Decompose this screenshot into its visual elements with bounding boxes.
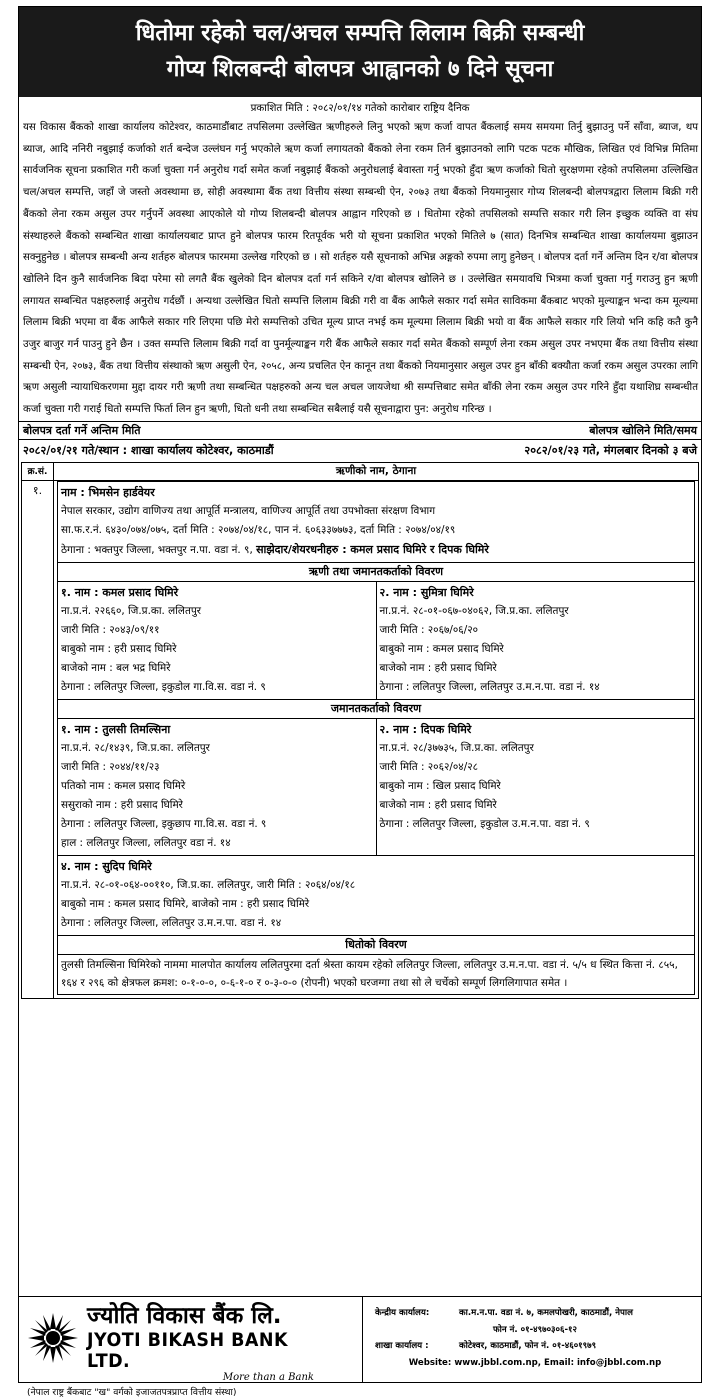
branch-office-address: कोटेश्वर, काठमाडौं, फोन नं. ०१-४६०१९७९ xyxy=(459,1341,597,1351)
table-row xyxy=(22,481,698,998)
person-name: १. नाम : तुलसी तिमल्सिना xyxy=(61,722,171,736)
collateral-heading: धितोको विवरण xyxy=(57,936,695,955)
borrower-box xyxy=(57,481,695,563)
bank-names xyxy=(87,1303,354,1372)
person-citizenship: ना.प्र.नं. २२६६०, जि.प्र.का. ललितपुर xyxy=(61,604,202,617)
branch-office-label: शाखा कार्यालय : xyxy=(375,1341,429,1351)
license-note: (नेपाल राष्ट्र बैंकबाट "ख" वर्गको इजाजतपत्रप्राप्त वित्तीय संस्था) xyxy=(27,1387,237,1398)
borrower-header: ऋणीको नाम, ठेगाना xyxy=(335,465,417,478)
person-father: बाबुको नाम : कमल प्रसाद घिमिरे xyxy=(379,642,504,655)
borrower-partners: साझेदार/शेयरधनीहरु : कमल प्रसाद घिमिरे र दिपक घिमिरे xyxy=(256,542,489,556)
notice-title-line-2: गोप्य शिलबन्दी बोलपत्र आह्वानको ७ दिने सूचना xyxy=(166,56,554,82)
person-citizenship: ना.प्र.नं. २८/१४३९, जि.प्र.का. ललितपुर xyxy=(61,741,210,754)
bid-registration-label: बोलपत्र दर्ता गर्ने अन्तिम मिति xyxy=(23,423,141,437)
person-address: ठेगाना : ललितपुर जिल्ला, इकुडोल उ.म.न.पा. वडा नं. ९ xyxy=(379,817,590,830)
auction-notice xyxy=(18,6,702,1398)
person-grandfather: बाजेको नाम : हरी प्रसाद घिमिरे xyxy=(379,661,497,674)
bid-dates-values xyxy=(19,440,701,462)
person-name: १. नाम : कमल प्रसाद घिमिरे xyxy=(61,585,179,599)
sn-header: क्र.सं. xyxy=(22,463,54,480)
details-table xyxy=(21,462,699,999)
person-name: ४. नाम : सुदिप घिमिरे xyxy=(61,859,152,873)
person-box xyxy=(57,856,695,936)
row-details xyxy=(54,481,698,998)
person-current-address: हाल : ललितपुर जिल्ला, ललितपुर वडा नं. १४ xyxy=(61,836,231,849)
borrower-guarantor-heading: ऋणी तथा जमानतकर्ताको विवरण xyxy=(57,563,695,581)
guarantor-heading: जमानतकर्ताको विवरण xyxy=(57,700,695,718)
collateral-description: तुलसी तिमल्सिना घिमिरेको नाममा मालपोत कार्यालय ललितपुरमा दर्ता श्रेस्ता कायम रहेको ललितपुर जिल्ला, ललितपुर उ.म.न.पा. वडा नं. ५/५ ध स्थित कित्ता नं. ८५५, १६४ र २९६ को क्षेत्रफल क्रमश: ०-१-०-०, ०-६-१-० र ०-३-०-० (रोपनी) भएको घरजग्गा तथा सो ले चर्चेको सम्पूर्ण लिगलिगापात समेत । xyxy=(57,955,695,995)
bank-logo-icon xyxy=(27,1312,79,1364)
bank-tagline: More than a Bank xyxy=(222,1372,314,1383)
head-office-phone: फोन नं. ०१-४९७०३०६-१२ xyxy=(493,1324,577,1335)
borrower-name: नाम : भिमसेन हार्डवेयर xyxy=(61,485,155,499)
table-header xyxy=(22,463,698,481)
borrower-guarantor-boxes xyxy=(57,581,695,700)
head-office-label: केन्द्रीय कार्यालय: xyxy=(375,1308,430,1318)
website-email: Website: www.jbbl.com.np, Email: info@jbbl.com.np xyxy=(408,1357,662,1368)
person-box xyxy=(377,581,696,700)
borrower-address-text: ठेगाना : भक्तपुर जिल्ला, भक्तपुर न.पा. वडा नं. ९, xyxy=(61,543,257,556)
person-father-in-law: ससुराको नाम : हरी प्रसाद घिमिरे xyxy=(61,798,183,811)
bank-name-nepali: ज्योति विकास बैंक लि. xyxy=(87,1303,282,1329)
head-office-line xyxy=(375,1305,695,1322)
serial-number: १. xyxy=(22,481,54,998)
bank-name-english: JYOTI BIKASH BANK LTD. xyxy=(87,1329,288,1372)
person-citizenship: ना.प्र.नं. २८/३७७३५, जि.प्र.का. ललितपुर xyxy=(379,741,534,754)
bank-contacts xyxy=(363,1297,701,1382)
bid-opening-value: २०८२/०१/२३ गते, मंगलबार दिनको ३ बजे xyxy=(524,443,697,457)
person-grandfather: बाजेको नाम : बल भद्र घिमिरे xyxy=(61,661,171,674)
person-issue-date: जारी मिति : २०६७/०६/२० xyxy=(379,623,478,636)
person-husband: पतिको नाम : कमल प्रसाद घिमिरे xyxy=(61,779,186,792)
person-address: ठेगाना : ललितपुर जिल्ला, ललितपुर उ.म.न.पा. वडा नं. १४ xyxy=(379,680,600,693)
bank-branding xyxy=(19,1297,363,1398)
person-issue-date: जारी मिति : २०६२/०४/२८ xyxy=(379,760,478,773)
person-parents: बाबुको नाम : कमल प्रसाद घिमिरे, बाजेको नाम : हरी प्रसाद घिमिरे xyxy=(61,897,310,910)
bank-footer xyxy=(19,1296,701,1398)
person-citizenship: ना.प्र.नं. २८-०१-०६७-०४०६२, जि.प्र.का. ललितपुर xyxy=(379,604,569,617)
person-box xyxy=(57,581,377,700)
borrower-address xyxy=(61,540,691,560)
person-box xyxy=(57,718,377,856)
bid-dates-labels xyxy=(19,421,701,440)
bid-registration-value: २०८२/०१/२१ गते/स्थान : शाखा कार्यालय कोटेश्वर, काठमाडौं xyxy=(23,443,274,457)
head-office-address: का.म.न.पा. वडा नं. ७, कमलपोखरी, काठमाडौं, नेपाल xyxy=(459,1308,633,1318)
person-name: २. नाम : सुमित्रा घिमिरे xyxy=(379,585,474,599)
person-issue-date: जारी मिति : २०४३/०९/११ xyxy=(61,623,160,636)
person-issue-date: जारी मिति : २०४४/११/२३ xyxy=(61,760,160,773)
branch-office-line xyxy=(375,1338,695,1355)
person-citizenship: ना.प्र.नं. २८-०१-०६४-००११०, जि.प्र.का. ललितपुर, जारी मिति : २०६४/०४/१८ xyxy=(61,878,356,891)
guarantor-boxes xyxy=(57,718,695,856)
person-father: बाबुको नाम : हरी प्रसाद घिमिरे xyxy=(61,642,177,655)
person-grandfather: बाजेको नाम : हरी प्रसाद घिमिरे xyxy=(379,798,497,811)
bid-opening-label: बोलपत्र खोलिने मिति/समय xyxy=(589,423,697,437)
notice-title-banner xyxy=(19,7,701,97)
borrower-registration-numbers: सा.फ.र.नं. ६४३०/०७४/०७५, दर्ता मिति : २०७४/०४/१८, पान नं. ६०६३३७७७३, दर्ता मिति : २०७४/०४/१९ xyxy=(61,523,456,536)
person-address: ठेगाना : ललितपुर जिल्ला, इकुडोल गा.वि.स. वडा नं. ९ xyxy=(61,680,266,693)
published-date: प्रकाशित मिति : २०८२/०१/१४ गतेको कारोबार राष्ट्रिय दैनिक xyxy=(250,103,470,114)
logo-row xyxy=(27,1303,354,1372)
person-address: ठेगाना : ललितपुर जिल्ला, इकुछाप गा.वि.स. वडा नं. ९ xyxy=(61,817,267,830)
person-address: ठेगाना : ललितपुर जिल्ला, ललितपुर उ.म.न.पा. वडा नं. १४ xyxy=(61,916,282,929)
notice-title-line-1: धितोमा रहेको चल/अचल सम्पत्ति लिलाम बिक्री सम्बन्धी xyxy=(135,20,585,46)
person-box xyxy=(377,718,696,856)
person-father: बाबुको नाम : खिल प्रसाद घिमिरे xyxy=(379,779,501,792)
borrower-registration-authority: नेपाल सरकार, उद्योग वाणिज्य तथा आपूर्ति मन्त्रालय, वाणिज्य आपूर्ति तथा उपभोक्ता संरक्षण विभाग xyxy=(61,504,436,517)
person-name: २. नाम : दिपक घिमिरे xyxy=(379,722,472,736)
notice-body: यस विकास बैंकको शाखा कार्यालय कोटेश्वर, काठमाडौंबाट तपसिलमा उल्लेखित ऋणीहरुले लिनु भएको ऋण कर्जा वापत बैंकलाई समय समयमा तिर्नु बुझाउनु पर्ने साँवा, ब्याज, थप ब्याज, आदि ननिरी नबुझाई कर्जाको शर्त बन्देज उल्लंघन गर्नु भएकोले ऋण कर्जा लगायतको बैंकको लेना रकम तिर्न बुझाउनको लागि पटक पटक मौखिक, लिखित एवं विभिन्न मितिमा सार्वजनिक सूचना प्रकाशित गरी कर्जा चुक्ता गर्न अनुरोध गर्दा समेत कर्जा नबुझाई बैंकको अनुरोधलाई बेवास्ता गर्नु भएको हुँदा ऋण कर्जाको धितो सुरक्षणमा रहेको तपसिलमा उल्लिखित चल/अचल सम्पत्ति, जहाँ जे जस्तो अवस्थामा छ, सोही अवस्थामा बैंक तथा वित्तीय संस्था सम्बन्धी ऐन, २०७३ तथा बैंकको नियमानुसार गोप्य शिलबन्दी बोलपत्रद्वारा लिलाम बिक्री गरी बैंकको लेना रकम असुल उपर गर्नुपर्ने अवस्था आएकोले यो गोप्य शिलबन्दी बोलपत्र आह्वान गरिएको छ । धितोमा रहेको तपसिलको सम्पत्ति सकार गरी लिन इच्छुक व्यक्ति वा संघ संस्थाहरुले बैंकको सम्बन्धित शाखा कार्यालयबाट प्राप्त हुने बोलपत्र फारम रितपूर्वक भरी यो सूचना प्रकाशित भएको मितिले ७ (सात) दिनभित्र सम्बन्धित शाखा कार्यालयमा बुझाउन सक्नुहुनेछ । बोलपत्र सम्बन्धी अन्य शर्तहरु बोलपत्र फारममा उल्लेख गरिएको छ । सो शर्तहरु यसै सूचनाको अभिन्न अङ्गको रुपमा लागु हुनेछन् । बोलपत्र दर्ता गर्ने अन्तिम दिन र/वा बोलपत्र खोलिने दिन कुनै सार्वजनिक बिदा परेमा सो लगतै बैंक खुलेको दिन बोलपत्र दर्ता गर्न सकिने र/वा बोलपत्र खोलिने छ । उल्लेखित समयावधि भित्रमा कर्जा चुक्ता गर्नु गराउनु हुन ऋणी लगायत सम्बन्धित पक्षहरुलाई अनुरोध गर्दछौं । अन्यथा उल्लेखित धितो सम्पत्ति लिलाम बिक्री गरी वा बैंक आफैले सकार गर्दा समेत साविकमा बैंकबाट भएको मुल्याङ्कन भन्दा कम मूल्यमा लिलाम बिक्री भएमा वा बैंक आफैले सकार गरि लिएमा पछि मेरो सम्पत्तिको उचित मूल्य प्राप्त नभई कम मूल्यमा लिलाम बिक्री भयो वा बैंक आफैले सकार गरि लियो भनि कहि कतै कुनै उजुर बाजुर गर्न पाउनु हुने छैन । उक्त सम्पत्ति लिलाम बिक्री गर्दा वा पुनर्मूल्याङ्कन गरी बैंक आफैले सकार गर्दा समेत बैंकको सम्पूर्ण लेना रकम असुल उपर नभएमा बैंक तथा वित्तीय संस्था सम्बन्धी ऐन, २०७३, बैंक तथा वित्तीय संस्थाको ऋण असुली ऐन, २०५८, अन्य प्रचलित ऐन कानून तथा बैंकको नियमानुसार असुल उपर हुन बाँकी बक्यौता कर्जा रकम असुल उपरका लागि ऋण असुली न्यायाधिकरणमा मुद्दा दायर गरी ऋणी तथा सम्बन्धित पक्षहरुको अन्य चल अचल जायजेथा श्री सम्पत्तिबाट समेत बाँकी लेना रकम असुल उपर गरिने हुँदा यथाशिघ्र सम्बन्धीत कर्जा चुक्ता गरी गराई धितो सम्पत्ति फिर्ता लिन हुन ऋणी, धितो धनी तथा सम्बन्धित सबैलाई यसै सूचनाद्वारा पुन: अनुरोध गरिन्छ । xyxy=(23,122,698,416)
